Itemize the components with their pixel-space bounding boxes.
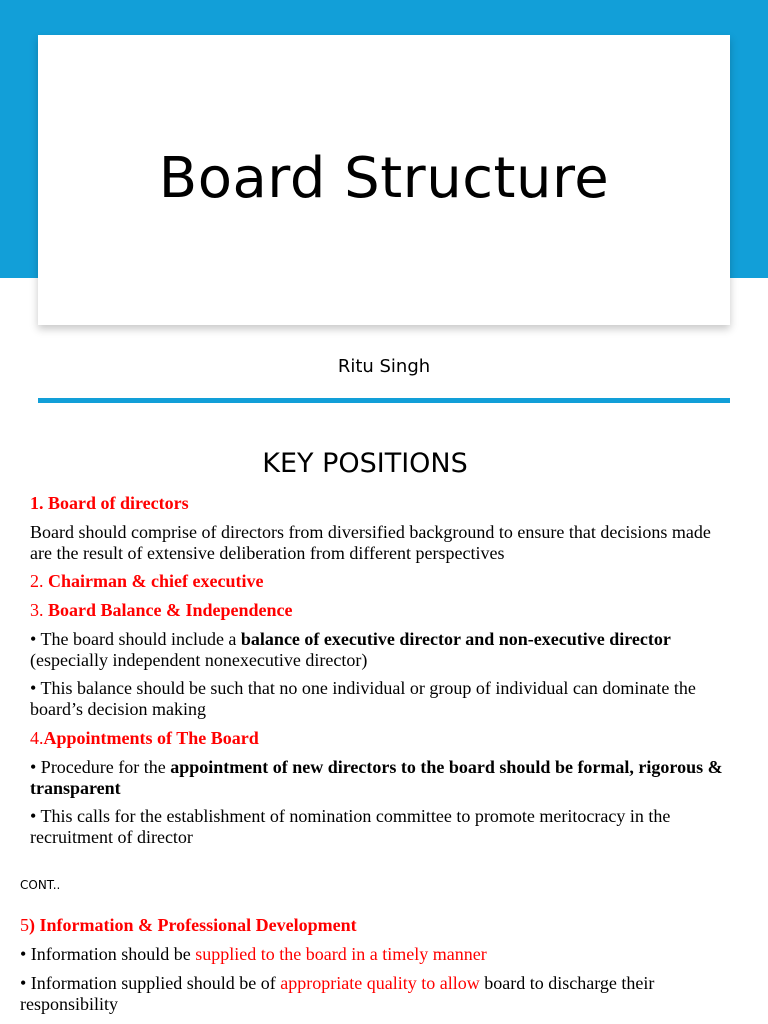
section-5-title: ) Information & Professional Development xyxy=(29,915,357,935)
section-1-body: Board should comprise of directors from diversified background to ensure that decisions made are the result of extensive deliberation from different perspectives xyxy=(30,522,711,563)
bullet-text: board to discharge their responsibility xyxy=(20,973,655,1014)
title-card xyxy=(38,35,730,325)
bullet-emphasis: appointment of new directors to the board should be formal, rigorous & transparent xyxy=(30,757,723,798)
section-4-heading xyxy=(30,728,730,749)
key-positions-heading: KEY POSITIONS xyxy=(262,448,468,479)
section-1-heading: 1. Board of directors xyxy=(30,493,189,513)
bullet-text: • Information should be xyxy=(20,944,196,964)
section-5-number: 5 xyxy=(20,915,29,935)
section-3-number: 3. xyxy=(30,600,44,620)
bullet-timely-information xyxy=(20,944,740,965)
bullet-board-balance xyxy=(30,629,730,671)
bullet-text: • Procedure for the xyxy=(30,757,171,777)
slide-title: Board Structure xyxy=(158,145,610,211)
bullet-emphasis: appropriate quality to allow xyxy=(280,973,480,993)
slide-subtitle: Ritu Singh xyxy=(337,356,431,377)
continued-label: CONT.. xyxy=(20,878,61,892)
bullet-text: • The board should include a xyxy=(30,629,241,649)
bullet-no-dominance: • This balance should be such that no one individual or group of individual can dominate the board’s decision making xyxy=(30,678,696,719)
bullet-information-quality xyxy=(20,973,740,1015)
bullet-text: (especially independent nonexecutive director) xyxy=(30,650,368,670)
bullet-appointment-procedure xyxy=(30,757,730,799)
section-4-title: Appointments of The Board xyxy=(43,728,259,748)
section-2-heading xyxy=(30,571,730,592)
divider-rule xyxy=(38,398,730,403)
bullet-text: • Information supplied should be of xyxy=(20,973,281,993)
section-3-title: Board Balance & Independence xyxy=(43,600,293,620)
section-5-heading xyxy=(20,915,740,936)
section-3-heading xyxy=(30,600,730,621)
section-4-number: 4. xyxy=(30,728,44,748)
bullet-emphasis: supplied to the board in a timely manner xyxy=(195,944,487,964)
section-2-number: 2. xyxy=(30,571,44,591)
section-2-title: Chairman & chief executive xyxy=(43,571,264,591)
bullet-nomination-committee: • This calls for the establishment of nomination committee to promote meritocracy in the recruitment of director xyxy=(30,806,671,847)
bullet-emphasis: balance of executive director and non-executive director xyxy=(240,629,671,649)
